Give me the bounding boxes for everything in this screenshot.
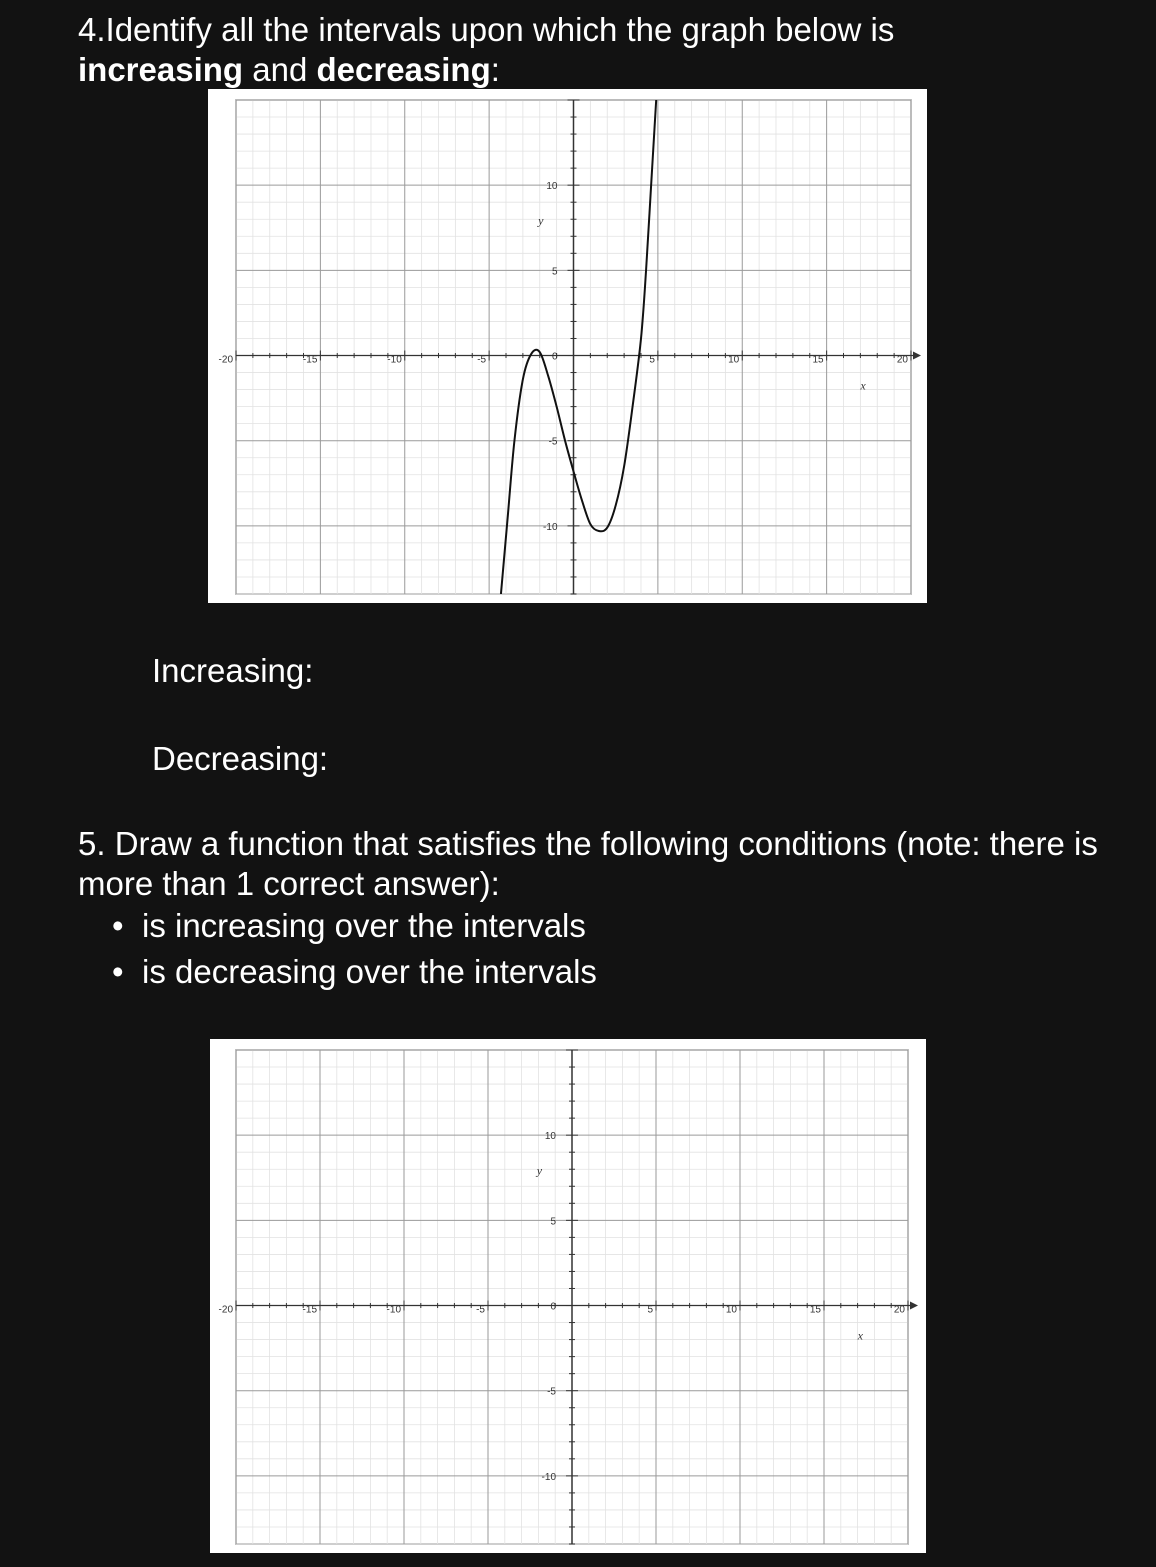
question-5-conditions [112, 903, 597, 995]
condition-increasing [112, 903, 597, 949]
graph-question-5-blank[interactable] [210, 1039, 926, 1553]
x-tick-label: 15 [812, 354, 824, 366]
y-tick-label: -5 [548, 436, 558, 448]
x-tick-label: 10 [728, 354, 740, 366]
prompt-colon: : [490, 51, 500, 88]
x-tick-label: -20 [218, 354, 233, 366]
y-tick-label: -10 [541, 1471, 556, 1483]
y-tick-label: 0 [550, 1301, 556, 1313]
x-tick-label: 20 [893, 1304, 905, 1316]
decreasing-answer-label: Decreasing: [152, 740, 329, 777]
y-tick-label: 10 [546, 181, 558, 193]
condition-increasing-text: is increasing over the intervals [142, 907, 586, 944]
x-tick-label: -20 [218, 1304, 233, 1316]
y-tick-label: 5 [551, 266, 558, 278]
y-axis-label: y [536, 1163, 543, 1178]
increasing-answer-label: Increasing: [152, 652, 314, 689]
x-axis-label: x [857, 1328, 863, 1343]
x-tick-label: 15 [809, 1304, 821, 1316]
x-tick-label: -15 [302, 354, 318, 366]
question-5-prompt: 5. Draw a function that satisfies the following conditions (note: there is more than 1 correct answer): [78, 825, 1098, 902]
question-4-prompt [78, 10, 1118, 90]
keyword-decreasing: decreasing [316, 51, 491, 88]
y-tick-label: 10 [544, 1131, 556, 1143]
x-tick-label: -10 [387, 354, 402, 366]
graph-question-4 [208, 89, 927, 603]
y-tick-label: -5 [547, 1386, 556, 1398]
y-axis-label: y [538, 213, 544, 228]
x-tick-label: -5 [476, 1304, 485, 1316]
x-tick-label: 5 [649, 354, 655, 366]
x-axis-arrow [913, 352, 921, 360]
x-tick-label: -15 [302, 1304, 317, 1316]
x-tick-label: 10 [725, 1304, 737, 1316]
x-tick-label: -10 [386, 1304, 401, 1316]
keyword-increasing: increasing [78, 51, 244, 88]
bullet-marker: • [112, 907, 124, 944]
x-tick-label: 20 [896, 354, 908, 366]
word-and: and [243, 51, 317, 88]
condition-decreasing-text: is decreasing over the intervals [142, 953, 597, 990]
y-tick-label: -10 [543, 521, 558, 533]
y-tick-label: 5 [550, 1216, 556, 1228]
x-tick-label: -5 [477, 354, 487, 366]
x-axis-arrow [910, 1302, 918, 1310]
x-axis-label: x [860, 378, 866, 393]
question-4-text: 4.Identify all the intervals upon which the graph below is [78, 11, 895, 48]
bullet-marker: • [112, 953, 124, 990]
y-tick-label: 0 [551, 351, 558, 363]
x-tick-label: 5 [647, 1304, 653, 1316]
condition-decreasing [112, 949, 597, 995]
graph-question-5-svg[interactable] [210, 1039, 926, 1553]
graph-question-4-svg [208, 89, 927, 603]
